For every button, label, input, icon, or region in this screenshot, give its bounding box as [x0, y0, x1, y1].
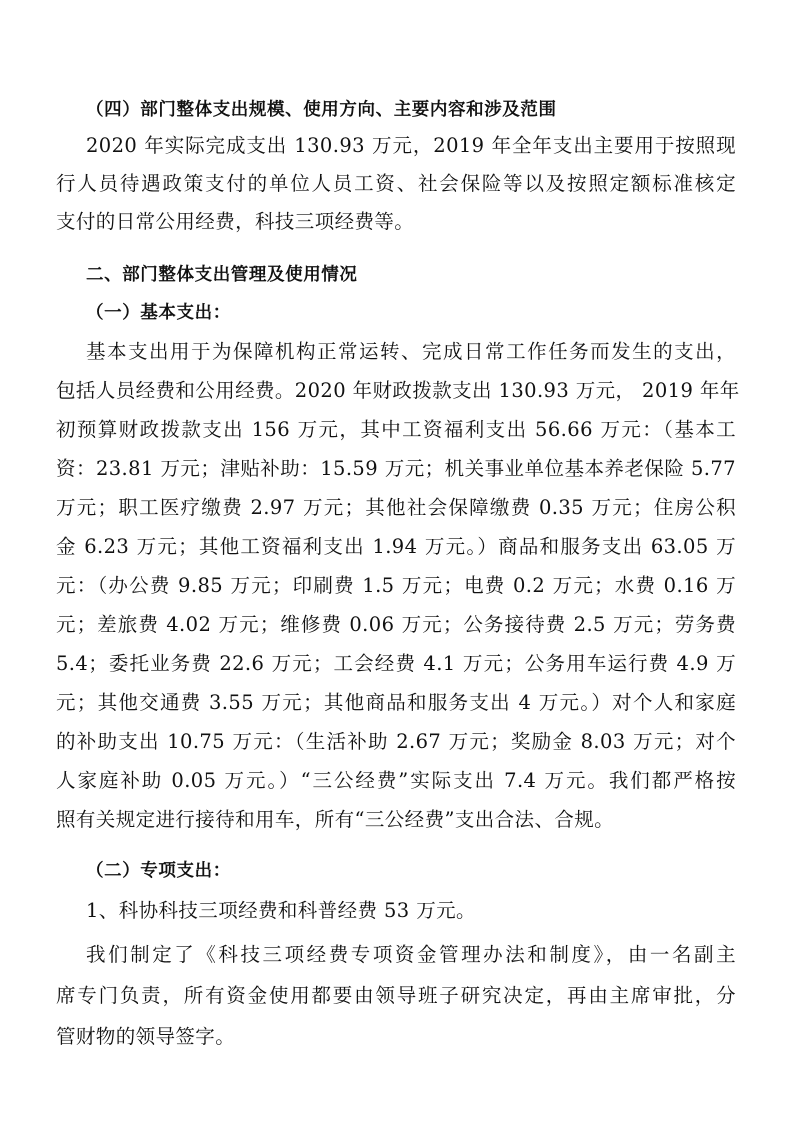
paragraph-line: 金 6.23 万元；其他工资福利支出 1.94 万元。）商品和服务支出 63.05 万: [56, 535, 736, 558]
paragraph-line: 的补助支出 10.75 万元：（生活补助 2.67 万元；奖励金 8.03 万元；对个: [56, 730, 736, 753]
paragraph-line: 我们制定了《科技三项经费专项资金管理办法和制度》，由一名副主: [86, 943, 736, 966]
paragraph-line: 包括人员经费和公用经费。2020 年财政拨款支出 130.93 万元， 2019 年年: [56, 379, 740, 402]
paragraph-line: 元；其他交通费 3.55 万元；其他商品和服务支出 4 万元。）对个人和家庭: [56, 691, 736, 714]
paragraph-line: 元；差旅费 4.02 万元；维修费 0.06 万元；公务接待费 2.5 万元；劳务费: [56, 613, 736, 636]
section-heading-4: （四）部门整体支出规模、使用方向、主要内容和涉及范围: [86, 100, 557, 120]
paragraph-line: 管财物的领导签字。: [56, 1025, 236, 1048]
paragraph-line: 元：（办公费 9.85 万元；印刷费 1.5 万元；电费 0.2 万元；水费 0.16 万: [56, 574, 736, 597]
paragraph-line: 支付的日常公用经费，科技三项经费等。: [56, 210, 415, 233]
list-item: 1、科协科技三项经费和科普经费 53 万元。: [86, 899, 476, 922]
paragraph-line: 初预算财政拨款支出 156 万元，其中工资福利支出 56.66 万元：（基本工: [56, 418, 736, 441]
section-heading-2: 二、部门整体支出管理及使用情况: [86, 265, 358, 285]
paragraph-line: 2020 年实际完成支出 130.93 万元，2019 年全年支出主要用于按照现: [86, 134, 736, 157]
paragraph-line: 资：23.81 万元；津贴补助：15.59 万元；机关事业单位基本养老保险 5.77: [56, 457, 736, 480]
paragraph-line: 万元；职工医疗缴费 2.97 万元；其他社会保障缴费 0.35 万元；住房公积: [56, 496, 736, 519]
paragraph-line: 席专门负责，所有资金使用都要由领导班子研究决定，再由主席审批，分: [56, 984, 736, 1007]
paragraph-line: 人家庭补助 0.05 万元。）“三公经费”实际支出 7.4 万元。我们都严格按: [56, 769, 736, 792]
paragraph-line: 照有关规定进行接待和用车，所有“三公经费”支出合法、合规。: [56, 808, 615, 831]
subsection-heading-special: （二）专项支出：: [86, 861, 231, 881]
paragraph-line: 行人员待遇政策支付的单位人员工资、社会保险等以及按照定额标准核定: [56, 172, 736, 195]
paragraph-line: 基本支出用于为保障机构正常运转、完成日常工作任务而发生的支出，: [86, 340, 736, 363]
paragraph-line: 5.4；委托业务费 22.6 万元；工会经费 4.1 万元；公务用车运行费 4.9 万: [56, 652, 736, 675]
subsection-heading-basic: （一）基本支出：: [86, 303, 231, 323]
